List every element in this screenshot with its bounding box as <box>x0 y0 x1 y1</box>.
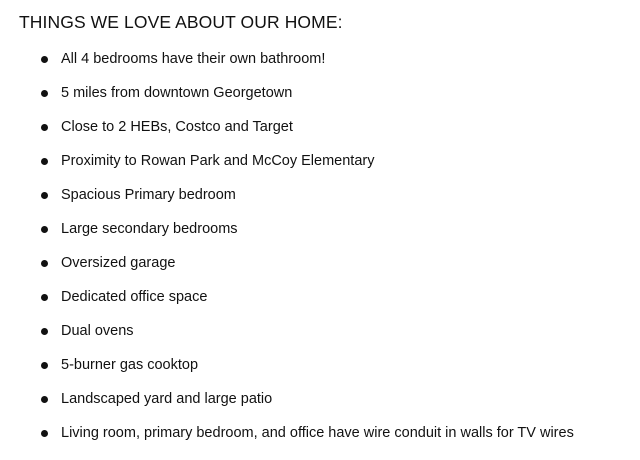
bullet-icon <box>41 158 48 165</box>
bullet-icon <box>41 260 48 267</box>
bullet-icon <box>41 430 48 437</box>
list-item-text: Dual ovens <box>61 323 134 339</box>
bullet-icon <box>41 362 48 369</box>
list-item-text: Landscaped yard and large patio <box>61 391 273 407</box>
list-item-text: 5 miles from downtown Georgetown <box>61 85 293 101</box>
bullet-icon <box>41 56 48 63</box>
bullet-icon <box>41 328 48 335</box>
list-item-text: Proximity to Rowan Park and McCoy Elementary <box>61 153 375 169</box>
bullet-icon <box>41 226 48 233</box>
page-title: THINGS WE LOVE ABOUT OUR HOME: <box>19 12 343 32</box>
bullet-icon <box>41 192 48 199</box>
bullet-icon <box>41 124 48 131</box>
list-item-text: All 4 bedrooms have their own bathroom! <box>61 51 326 67</box>
list-item-text: Large secondary bedrooms <box>61 221 238 237</box>
list-item-text: 5-burner gas cooktop <box>61 357 199 373</box>
list-item-text: Spacious Primary bedroom <box>61 187 236 203</box>
list-item-text: Close to 2 HEBs, Costco and Target <box>61 119 293 135</box>
bullet-icon <box>41 396 48 403</box>
bullet-icon <box>41 294 48 301</box>
bullet-icon <box>41 90 48 97</box>
list-item-text: Oversized garage <box>61 255 176 271</box>
list-item-text: Living room, primary bedroom, and office have wire conduit in walls for TV wires <box>61 425 574 441</box>
list-item-text: Dedicated office space <box>61 289 208 305</box>
